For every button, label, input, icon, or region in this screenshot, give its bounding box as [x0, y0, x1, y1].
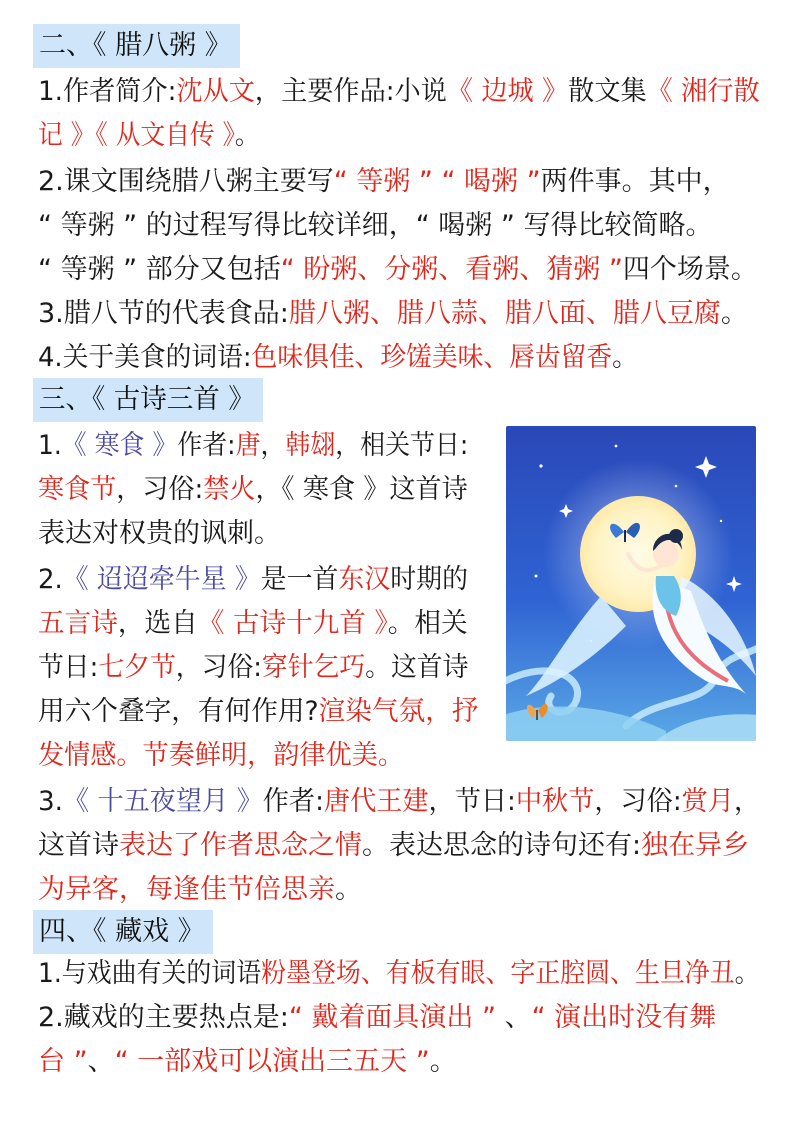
text-line — [38, 206, 712, 246]
body-text: 、 — [87, 1046, 115, 1077]
body-text: 。 — [720, 298, 748, 329]
highlight-text: “ 盼粥、分粥、看粥、猜粥 ” — [280, 254, 623, 285]
highlight-text: 七夕节 — [98, 652, 176, 683]
body-text: 用六个叠字，有何作用? — [38, 696, 319, 727]
highlight-text: 赏月 — [681, 786, 734, 817]
body-text: 散文集 — [568, 76, 647, 107]
body-text: 这首诗 — [38, 830, 119, 861]
body-text: “ 等粥 ” 部分又包括 — [38, 254, 281, 285]
highlight-text: 《 湘行散 — [646, 76, 760, 107]
highlight-text: 唐 — [235, 430, 261, 461]
highlight-text: 《 古诗十九首 》 — [197, 608, 388, 639]
highlight-text: “ 一部戏可以演出三五天 ” — [114, 1046, 430, 1077]
body-text: 。 — [335, 874, 362, 905]
body-text: ，《 寒食 》这首诗 — [255, 474, 468, 505]
text-line — [38, 782, 760, 822]
text-line — [38, 604, 468, 644]
text-line — [38, 954, 760, 994]
body-text: 2.藏戏的主要热点是: — [38, 1002, 289, 1033]
body-text: 1.与戏曲有关的词语 — [38, 958, 262, 989]
highlight-text: 发情感。节奏鲜明，韵律优美。 — [38, 740, 404, 771]
text-line — [38, 1042, 457, 1082]
body-text: 。 — [429, 1046, 457, 1077]
highlight-text: 粉墨登场、有板有眼、字正腔圆、生旦净丑 — [261, 958, 735, 989]
body-text: ，习俗: — [594, 786, 682, 817]
body-text: 作者: — [177, 430, 236, 461]
highlight-text: “ 演出时没有舞 — [531, 1002, 717, 1033]
text-line — [38, 998, 716, 1038]
body-text: 1.作者简介: — [38, 76, 177, 107]
text-line — [38, 426, 468, 466]
highlight-text: 禁火 — [203, 474, 256, 505]
text-line — [38, 116, 260, 156]
body-text: ，相关节日: — [335, 430, 469, 461]
text-line — [38, 338, 638, 378]
body-text: 。 — [612, 342, 638, 373]
body-text: ，节日: — [428, 786, 516, 817]
body-text: 4.关于美食的词语: — [38, 342, 252, 373]
text-line — [38, 826, 749, 866]
highlight-text: 五言诗 — [38, 608, 118, 639]
body-text: 是一首 — [260, 564, 339, 595]
body-text: 3. — [38, 786, 63, 817]
highlight-text: “ 等粥 ” “ 喝粥 ” — [333, 166, 541, 197]
highlight-text: 中秋节 — [515, 786, 595, 817]
text-line — [38, 648, 468, 688]
body-text: 。这首诗 — [365, 652, 469, 683]
body-text: 1. — [38, 430, 62, 461]
highlight-text: 色味俱佳、珍馐美味、唇齿留香 — [251, 342, 613, 373]
body-text: 作者: — [262, 786, 324, 817]
highlight-text: 腊八粥、腊八蒜、腊八面、腊八豆腐 — [288, 298, 721, 329]
highlight-text: 《 边城 》 — [446, 76, 569, 107]
section-header-tibetan-opera: 四、《 藏戏 》 — [33, 910, 213, 954]
highlight-text: 沈从文 — [176, 76, 255, 107]
text-line — [38, 162, 730, 202]
body-text: 节日: — [38, 652, 99, 683]
text-line — [38, 560, 468, 600]
body-text: ，习俗: — [116, 474, 204, 505]
highlight-text: 独在异乡 — [641, 830, 750, 861]
section-header-three-ancient-poems: 三、《 古诗三首 》 — [33, 378, 263, 422]
body-text: “ 等粥 ” 的过程写得比较详细，“ 喝粥 ” 写得比较简略。 — [38, 210, 713, 241]
body-text: 两件事。其中， — [540, 166, 730, 197]
text-line — [38, 72, 760, 112]
section-header-laba-porridge: 二、《 腊八粥 》 — [33, 24, 240, 68]
text-line — [38, 692, 479, 732]
body-text: 四个场景。 — [622, 254, 758, 285]
body-text: ，习俗: — [175, 652, 262, 683]
text-line — [38, 294, 748, 334]
highlight-text: 寒食节 — [38, 474, 117, 505]
highlight-text: 穿针乞巧 — [261, 652, 366, 683]
body-text: 。 — [734, 958, 760, 989]
text-line — [38, 470, 468, 510]
body-text: 2.课文围绕腊八粥主要写 — [38, 166, 334, 197]
highlight-text: 记 》《 从文自传 》 — [38, 120, 235, 151]
text-line — [38, 250, 758, 290]
title-text: 《 寒食 》 — [61, 430, 178, 461]
body-text: 。相关 — [387, 608, 468, 639]
text-line — [38, 514, 281, 554]
body-text: 2. — [38, 564, 63, 595]
highlight-text: 台 ” — [38, 1046, 88, 1077]
highlight-text: 渲染气氛，抒 — [318, 696, 479, 727]
body-text: ， — [733, 786, 761, 817]
text-line — [38, 736, 404, 776]
body-text: 。表达思念的诗句还有: — [362, 830, 642, 861]
highlight-text: “ 戴着面具演出 ” — [288, 1002, 505, 1033]
text-line — [38, 870, 362, 910]
moon-fairy-illustration — [506, 426, 756, 741]
body-text: 。 — [234, 120, 260, 151]
highlight-text: 韩翃 — [285, 430, 336, 461]
body-text: ， — [260, 430, 286, 461]
highlight-text: 东汉 — [338, 564, 391, 595]
body-text: 、 — [504, 1002, 532, 1033]
body-text: 时期的 — [390, 564, 469, 595]
highlight-text: 为异客，每逢佳节倍思亲 — [38, 874, 335, 905]
body-text: 3.腊八节的代表食品: — [38, 298, 289, 329]
body-text: ，主要作品:小说 — [254, 76, 447, 107]
body-text: 表达对权贵的讽刺。 — [38, 518, 281, 549]
title-text: 《 迢迢牵牛星 》 — [62, 564, 261, 595]
highlight-text: 唐代王建 — [323, 786, 429, 817]
title-text: 《 十五夜望月 》 — [62, 786, 263, 817]
body-text: ，选自 — [117, 608, 198, 639]
highlight-text: 表达了作者思念之情 — [119, 830, 362, 861]
